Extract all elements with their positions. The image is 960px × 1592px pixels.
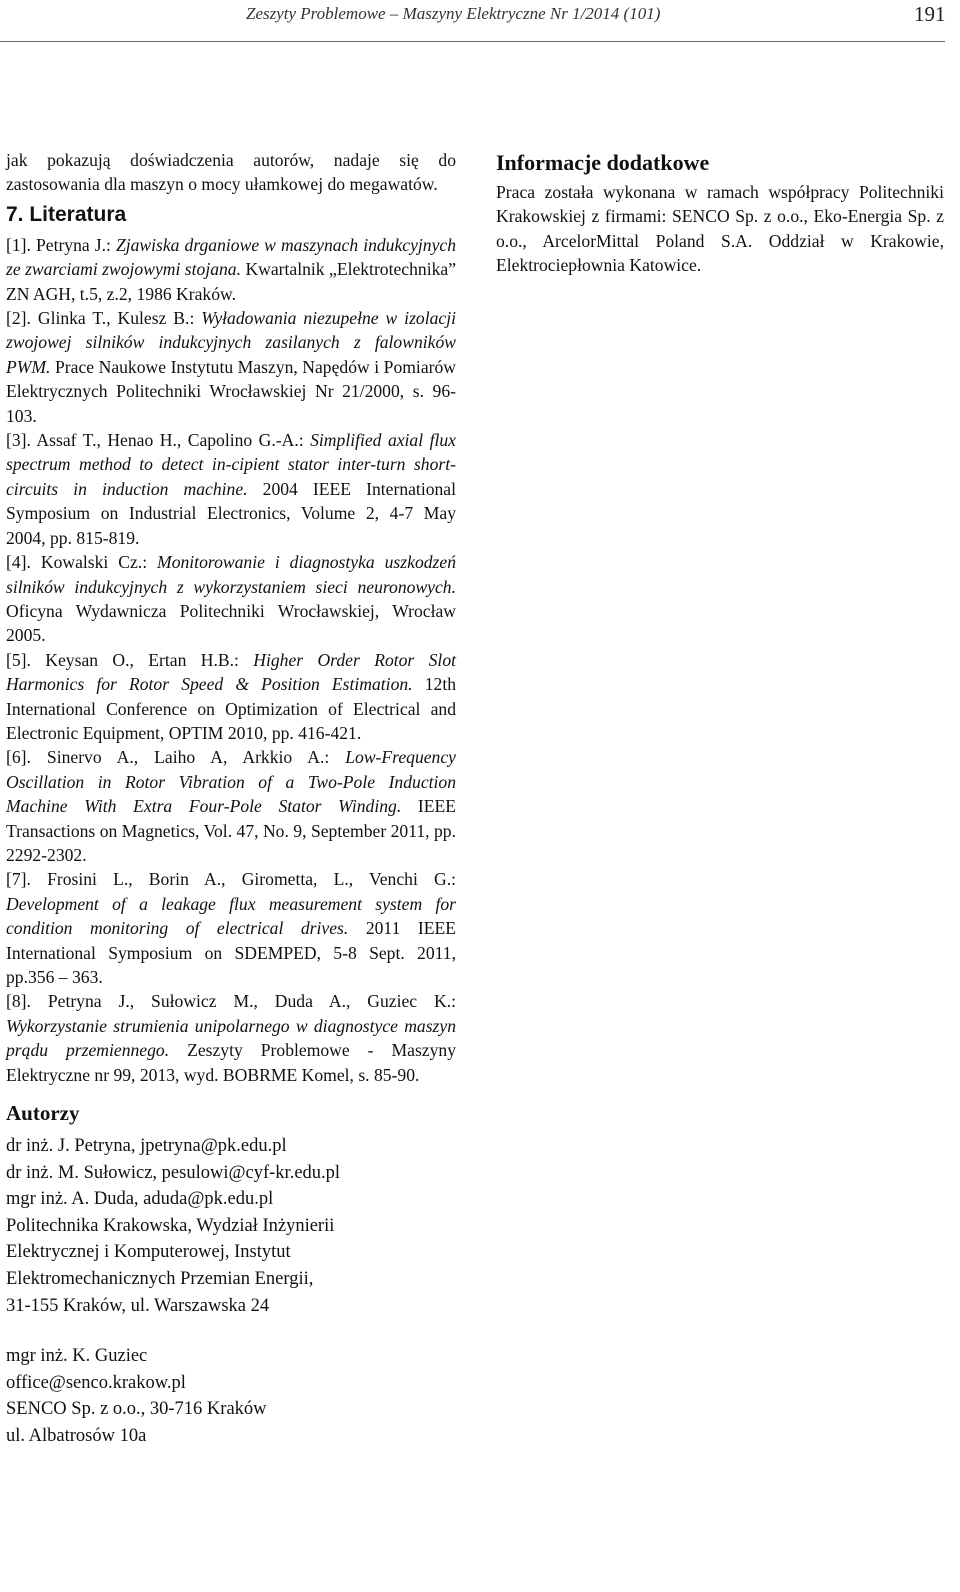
spacer — [6, 1319, 456, 1343]
reference-title: Low-Frequency Oscillation in Rotor Vibration of a Two-Pole Induction Machine With Extra Four-Pole Stator Winding. — [6, 747, 456, 817]
reference-source: Kwartalnik „Elektrotechnika” ZN AGH, t.5, z.2, 1986 Kraków. — [6, 259, 457, 304]
address-line: ul. Albatrosów 10a — [6, 1425, 147, 1446]
reference-number: [8]. — [6, 991, 31, 1012]
company-line: SENCO Sp. z o.o., 30-716 Kraków — [6, 1399, 267, 1420]
reference-source: IEEE Transactions on Magnetics, Vol. 47, No. 9, September 2011, pp. 2292-2302. — [6, 796, 456, 865]
reference-number: [2]. — [6, 308, 31, 329]
reference-source: 2011 IEEE International Symposium on SDEMPED, 5-8 Sept. 2011, pp.356 – 363. — [6, 918, 456, 987]
reference-number: [5]. — [6, 649, 31, 670]
journal-title: Zeszyty Problemowe – Maszyny Elektryczne Nr 1/2014 (101) — [246, 4, 661, 23]
reference-title: Higher Order Rotor Slot Harmonics for Rotor Speed & Position Estimation. — [6, 649, 457, 695]
affiliation-line: Politechnika Krakowska, Wydział Inżynierii — [6, 1215, 335, 1236]
reference-item — [6, 745, 456, 867]
reference-title: Wykorzystanie strumienia unipolarnego w diagnostyce maszyn prądu przemiennego. — [6, 1015, 456, 1061]
author-line: dr inż. J. Petryna, jpetryna@pk.edu.pl — [6, 1136, 287, 1157]
reference-item — [6, 550, 456, 648]
reference-source: Zeszyty Problemowe - Maszyny Elektryczne nr 99, 2013, wyd. BOBRME Komel, s. 85-90. — [6, 1040, 456, 1085]
address-line: 31-155 Kraków, ul. Warszawska 24 — [6, 1295, 270, 1316]
page-header — [0, 0, 960, 40]
affiliation-line: Elektrycznej i Komputerowej, Instytut — [6, 1242, 291, 1263]
page-number: 191 — [914, 2, 946, 26]
reference-item — [6, 428, 456, 550]
reference-authors: Assaf T., Henao H., Capolino G.-A.: — [36, 430, 304, 451]
intro-paragraph: jak pokazują doświadczenia autorów, nadaje się do zastosowania dla maszyn o mocy ułamkowej do megawatów. — [6, 150, 456, 195]
reference-source: Oficyna Wydawnicza Politechniki Wrocławskiej, Wrocław 2005. — [6, 600, 456, 646]
reference-number: [3]. — [6, 430, 31, 451]
reference-title: Development of a leakage flux measurement system for condition monitoring of electrical drives. — [6, 893, 456, 939]
reference-authors: Frosini L., Borin A., Girometta, L., Venchi G.: — [47, 869, 456, 890]
reference-source: 12th International Conference on Optimization of Electrical and Electronic Equipment, OPTIM 2010, pp. 416-421. — [6, 674, 456, 743]
reference-item — [6, 233, 456, 306]
reference-authors: Petryna J., Sułowicz M., Duda A., Guziec K.: — [47, 991, 456, 1012]
reference-title: Wyładowania niezupełne w izolacji zwojowej silników indukcyjnych zasilanych z falowników PWM. — [6, 308, 456, 377]
reference-authors: Glinka T., Kulesz B.: — [37, 308, 195, 329]
author-line: mgr inż. K. Guziec — [6, 1346, 148, 1367]
left-column — [6, 148, 456, 1450]
reference-authors: Sinervo A., Laiho A, Arkkio A.: — [46, 747, 330, 768]
reference-title: Simplified axial flux spectrum method to detect in-cipient stator inter-turn short-circuits in induction machine. — [6, 430, 456, 499]
reference-number: [1]. — [6, 234, 31, 255]
additional-info-text: Praca została wykonana w ramach współpracy Politechniki Krakowskiej z firmami: SENCO Sp. z o.o., Eko-Energia Sp. z o.o., ArcelorMittal Poland S.A. Oddział w Krakowie, Elektrociepłownia Katowice. — [496, 182, 944, 276]
author-line: dr inż. M. Sułowicz, pesulowi@cyf-kr.edu.pl — [6, 1162, 341, 1183]
reference-authors: Keysan O., Ertan H.B.: — [45, 649, 239, 670]
references-list — [6, 233, 456, 1087]
email-line: office@senco.krakow.pl — [6, 1372, 186, 1393]
section-title: 7. Literatura — [6, 202, 127, 226]
reference-source: Prace Naukowe Instytutu Maszyn, Napędów i Pomiarów Elektrycznych Politechniki Wrocławskiej Nr 21/2000, s. 96-103. — [6, 356, 456, 426]
reference-number: [4]. — [6, 552, 31, 573]
reference-title: Zjawiska drganiowe w maszynach indukcyjnych ze zwarciami zwojowymi stojana. — [6, 234, 456, 280]
reference-authors: Kowalski Cz.: — [40, 552, 148, 573]
reference-title: Monitorowanie i diagnostyka uszkodzeń silników indukcyjnych z wykorzystaniem sieci neuronowych. — [6, 552, 456, 597]
author-line: mgr inż. A. Duda, aduda@pk.edu.pl — [6, 1189, 274, 1210]
reference-item — [6, 989, 456, 1087]
reference-item — [6, 648, 456, 746]
header-rule — [0, 41, 945, 42]
affiliation-line: Elektromechanicznych Przemian Energii, — [6, 1269, 314, 1289]
authors-block-2 — [6, 1343, 456, 1449]
reference-number: [6]. — [6, 747, 31, 768]
reference-item — [6, 867, 456, 989]
authors-heading: Autorzy — [6, 1101, 80, 1126]
reference-source: 2004 IEEE International Symposium on Industrial Electronics, Volume 2, 4-7 May 2004, pp. 815-819. — [6, 478, 456, 548]
reference-item — [6, 306, 456, 428]
right-column — [496, 148, 944, 278]
reference-authors: Petryna J.: — [35, 234, 111, 255]
authors-block-1 — [6, 1133, 456, 1319]
reference-number: [7]. — [6, 869, 31, 890]
additional-info-heading: Informacje dodatkowe — [496, 150, 710, 175]
